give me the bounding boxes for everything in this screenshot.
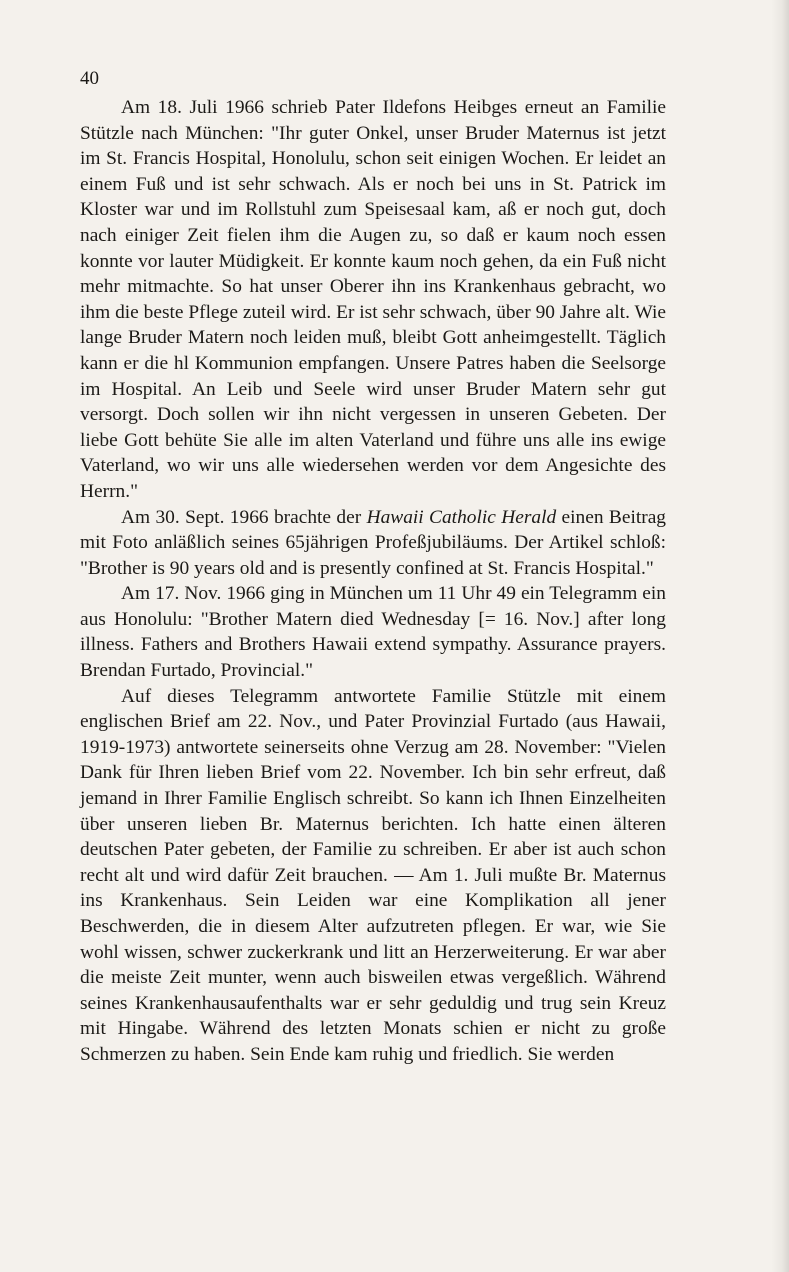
page-edge-shadow xyxy=(771,0,789,1272)
newspaper-title: Hawaii Catholic Herald xyxy=(366,506,557,528)
paragraph-letter-july-1966: Am 18. Juli 1966 schrieb Pater Ildefons Heibges erneut an Familie Stützle nach München: "Ihr guter Onkel, unser Bruder Maternus ist jetzt im St. Francis Hospital, Honolulu, schon seit einigen Wochen. Er leidet an einem Fuß und ist sehr schwach. Als er noch bei uns in St. Patrick im Kloster war und im Rollstuhl zum Speisesaal kam, aß er noch gut, doch nach einiger Zeit fielen ihm die Augen zu, so daß er kaum noch essen konnte vor lauter Müdigkeit. Er konnte kaum noch gehen, da ein Fuß nicht mehr mitmachte. So hat unser Oberer ihn ins Krankenhaus gebracht, wo ihm die beste Pflege zuteil wird. Er ist sehr schwach, über 90 Jahre alt. Wie lange Bruder Matern noch leiden muß, bleibt Gott anheimgestellt. Täglich kann er die hl Kommunion empfangen. Unsere Patres haben die Seelsorge im Hospital. An Leib und Seele wird unser Bruder Matern sehr gut versorgt. Doch sollen wir ihn nicht vergessen in unseren Gebeten. Der liebe Gott behüte Sie alle im alten Vaterland und führe uns alle ins ewige Vaterland, wo wir uns alle wiedersehen werden vor dem Angesichte des Herrn." xyxy=(80,97,666,502)
paragraph-herald-article xyxy=(80,505,666,582)
herald-text-after: einen Beitrag mit Foto anläßlich seines 65jährigen Profeßjubiläums. Der Artikel schloß: "Brother is 90 years old and is presently confined at St. Francis Hospital." xyxy=(80,506,667,579)
herald-text-before: Am 30. Sept. 1966 brachte der xyxy=(121,506,367,528)
paragraph-telegram: Am 17. Nov. 1966 ging in München um 11 Uhr 49 ein Telegramm ein aus Honolulu: "Brother Matern died Wednesday [= 16. Nov.] after long illness. Fathers and Brothers Hawaii extend sympathy. Assurance prayers. Brendan Furtado, Provincial." xyxy=(80,583,666,682)
book-page xyxy=(80,66,666,1256)
paragraph-provincial-reply: Auf dieses Telegramm antwortete Familie Stützle mit einem englischen Brief am 22. Nov., und Pater Provinzial Furtado (aus Hawaii, 1919-1973) antwortete seinerseits ohne Verzug am 28. November: "Vielen Dank für Ihren lieben Brief vom 22. November. Ich bin sehr erfreut, daß jemand in Ihrer Familie Englisch schreibt. So kann ich Ihnen Einzelheiten über unseren lieben Br. Maternus berichten. Ich hatte einen älteren deutschen Pater gebeten, der Familie zu schreiben. Er aber ist auch schon recht alt und wird dafür Zeit brauchen. — Am 1. Juli mußte Br. Maternus ins Krankenhaus. Sein Leiden war eine Komplikation all jener Beschwerden, die in diesem Alter aufzutreten pflegen. Er war, wie Sie wohl wissen, schwer zuckerkrank und litt an Herzerweiterung. Er war aber die meiste Zeit munter, wenn auch bisweilen etwas vergeßlich. Während seines Krankenhausaufenthalts war er sehr geduldig und trug sein Kreuz mit Hingabe. Während des letzten Monats schien er nicht zu große Schmerzen zu haben. Sein Ende kam ruhig und friedlich. Sie werden xyxy=(80,685,666,1065)
page-number: 40 xyxy=(80,68,99,89)
